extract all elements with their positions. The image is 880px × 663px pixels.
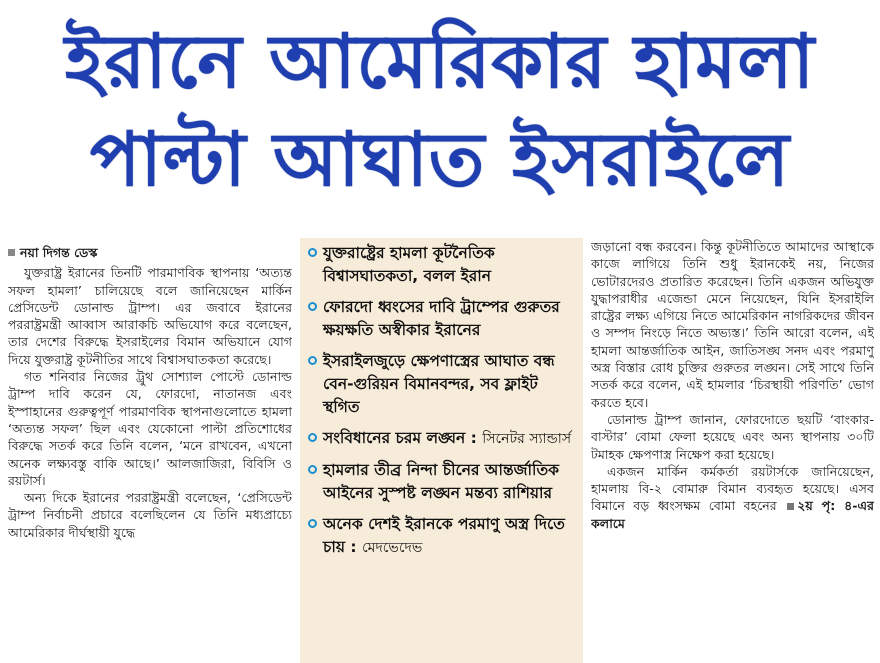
highlight-text: ইসরাইলজুড়ে ক্ষেপণাস্ত্রের আঘাত বন্ধ বেন-গুরিয়ন বিমানবন্দর, সব ফ্লাইট স্থগিত [323, 352, 555, 416]
highlight-item [308, 513, 575, 560]
paragraph: যুক্তরাষ্ট্র ইরানের তিনটি পারমাণবিক স্থাপনায় ‘অত্যন্ত সফল হামলা’ চালিয়েছে বলে জানিয়েছেন মার্কিন প্রেসিডেন্ট ডোনাল্ড ট্রাম্প। এর জবাবে ইরানের পররাষ্ট্রমন্ত্রী আব্বাস আরাকচি অভিযোগ করে বলেছেন, তার দেশের বিরুদ্ধে ইসরাইলের বিমান অভিযানে যোগ দিয়ে যুক্তরাষ্ট্র কূটনীতির সাথে বিশ্বাসঘাতকতা করেছে। [8, 265, 292, 367]
paragraph: গত শনিবার নিজের ট্রুথ সোশ্যাল পোস্টে ডোনাল্ড ট্রাম্প দাবি করেন যে, ফোরদো, নাতানজ এবং ইস্পাহানের গুরুত্বপূর্ণ পারমাণবিক স্থাপনাগুলোতে হামলা ‘অত্যন্ত সফল’ ছিল এবং যেকোনো পাল্টা প্রতিশোধের বিরুদ্ধে সতর্ক করে তিনি বলেন, ‘মনে রাখবেন, এখনো অনেক লক্ষ্যবস্তু বাকি আছে।’ আলজাজিরা, বিবিসি ও রয়টার্স। [8, 369, 292, 488]
byline-text: নয়া দিগন্ত ডেস্ক [20, 245, 98, 260]
highlights-box [300, 238, 583, 663]
highlight-text: হামলার তীব্র নিন্দা চীনের আন্তর্জাতিক আইনের সুস্পষ্ট লঙ্ঘন মন্তব্য রাশিয়ার [323, 461, 559, 502]
circle-bullet-icon [308, 302, 317, 311]
highlight-text: যুক্তরাষ্ট্রের হামলা কূটনৈতিক বিশ্বাসঘাতকতা, বলল ইরান [323, 244, 495, 285]
circle-bullet-icon [308, 465, 317, 474]
paragraph: ডোনাল্ড ট্রাম্প জানান, ফোরদোতে ছয়টি ‘বাংকার-বাস্টার’ বোমা ফেলা হয়েছে এবং অন্য স্থাপনায় ৩০টি টমাহক ক্ষেপণাস্ত্র নিক্ষেপ করা হয়েছে। [591, 411, 874, 462]
headline-line-2: পাল্টা আঘাত ইসরাইলে [90, 117, 790, 203]
highlight-item [308, 427, 575, 451]
highlight-text: ফোরদো ধ্বংসের দাবি ট্রাম্পের গুরুতর ক্ষয়ক্ষতি অস্বীকার ইরানের [323, 298, 560, 339]
circle-bullet-icon [308, 356, 317, 365]
highlight-source: সিনেটর স্যান্ডার্স [482, 431, 572, 447]
paragraph-text: একজন মার্কিন কর্মকর্তা রয়টার্সকে জানিয়েছেন, হামলায় বি-২ বোমারু বিমান ব্যবহৃত হয়েছে। এসব বিমানে বড় ধ্বংসক্ষম বোমা বহনের [591, 463, 874, 514]
byline [8, 244, 292, 261]
headline-line-1: ইরানে আমেরিকার হামলা [64, 19, 816, 105]
highlight-item [308, 296, 575, 342]
circle-bullet-icon [308, 519, 317, 528]
highlight-item [308, 242, 575, 288]
left-column [8, 244, 292, 663]
highlight-item [308, 350, 575, 419]
paragraph: অন্য দিকে ইরানের পররাষ্ট্রমন্ত্রী বলেছেন, ‘প্রেসিডেন্ট ট্রাম্প নির্বাচনী প্রচারে বলেছিলেন যে তিনি মধ্যপ্রাচ্যে আমেরিকার দীর্ঘস্থায়ী যুদ্ধে [8, 490, 292, 540]
circle-bullet-icon [308, 433, 317, 442]
highlight-source: মেদভেদেভ [362, 540, 423, 556]
highlight-text: অনেক দেশই ইরানকে পরমাণু অস্ত্র দিতে চায় : [323, 515, 565, 556]
highlight-item [308, 459, 575, 505]
right-column [591, 238, 874, 657]
continuation-text: ২য় পৃ: ৪-এর কলামে [591, 498, 874, 531]
circle-bullet-icon [308, 248, 317, 257]
square-bullet-icon [8, 249, 15, 256]
highlight-text: সংবিধানের চরম লঙ্ঘন : [323, 429, 477, 447]
paragraph [591, 463, 874, 532]
square-bullet-icon [787, 503, 794, 510]
paragraph: জড়ানো বন্ধ করবেন। কিন্তু কূটনীতিতে আমাদের আস্থাকে কাজে লাগিয়ে তিনি শুধু ইরানকেই নয়, নিজের ভোটারদেরও প্রতারিত করেছেন। তিনি একজন অভিযুক্ত যুদ্ধাপরাধীর এজেন্ডা মেনে নিয়েছেন, যিনি ইসরাইলি রাষ্ট্রের লক্ষ্য এগিয়ে নিতে আমেরিকান নাগরিকদের জীবন ও সম্পদ নিংড়ে নিতে অভ্যস্ত।’ তিনি আরো বলেন, এই হামলা আন্তর্জাতিক আইন, জাতিসঙ্ঘ সনদ এবং পরমাণু অস্ত্র বিস্তার রোধ চুক্তির গুরুতর লঙ্ঘন। সেই সাথে তিনি সতর্ক করে বলেন, এই হামলার ‘চিরস্থায়ী পরিণতি’ ভোগ করতে হবে। [591, 239, 874, 410]
